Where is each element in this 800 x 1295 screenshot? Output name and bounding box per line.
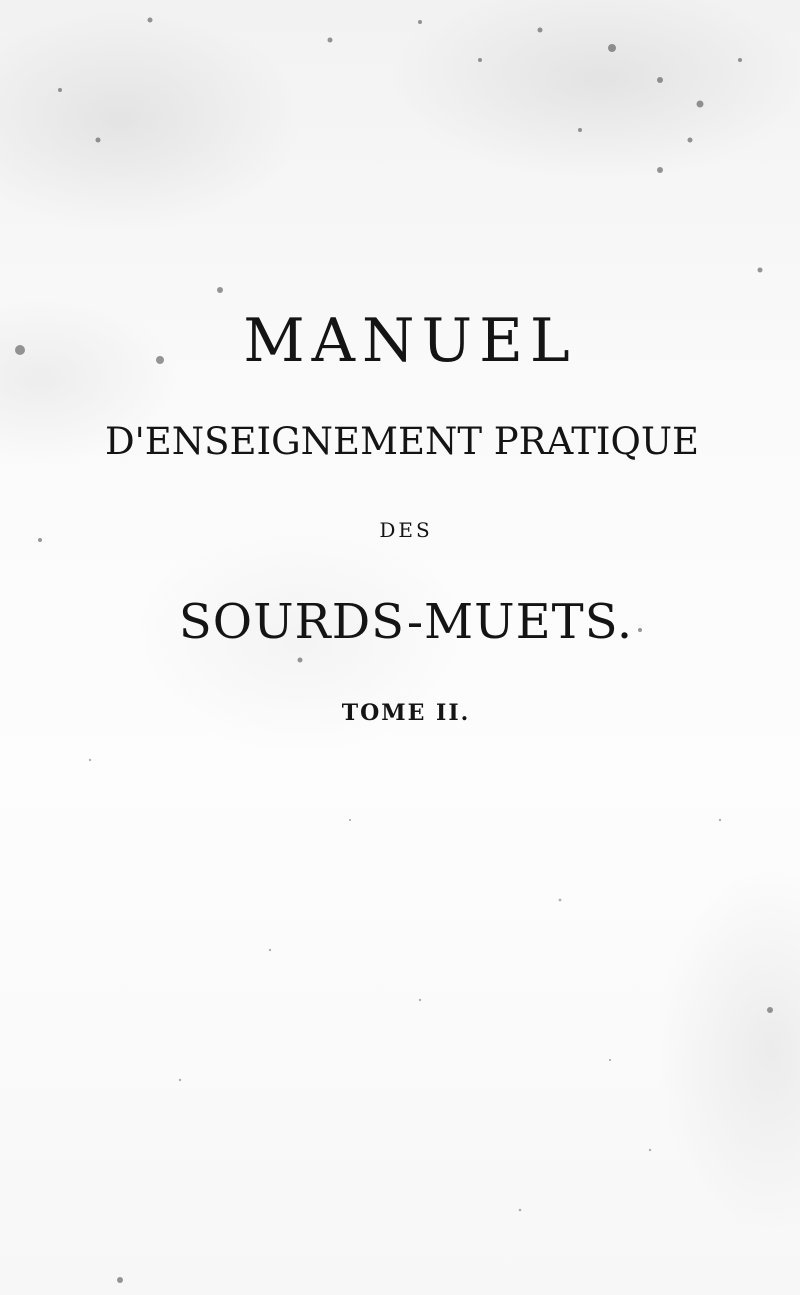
title-connector: DES — [379, 518, 433, 542]
book-subtitle: D'ENSEIGNEMENT PRATIQUE — [104, 420, 700, 463]
volume-number: TOME II. — [341, 700, 471, 726]
book-subject: SOURDS-MUETS. — [178, 594, 634, 650]
book-title: MANUEL — [243, 306, 577, 376]
